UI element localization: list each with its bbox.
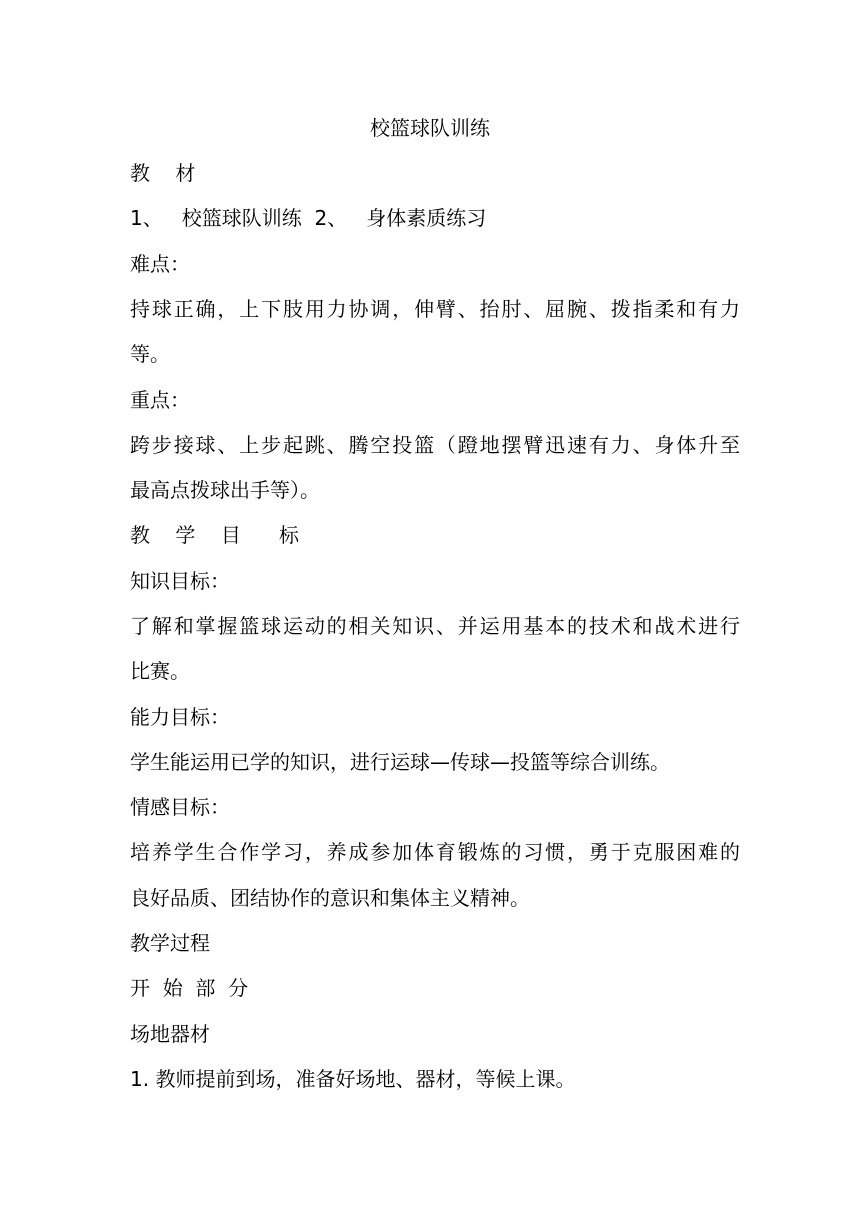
key-points-text-line-1: 跨步接球、上步起跳、腾空投篮（蹬地摆臂迅速有力、身体升至 xyxy=(130,433,740,457)
emotional-objective-text-line-2: 良好品质、团结协作的意识和集体主义精神。 xyxy=(130,886,530,910)
ability-objective-heading: 能力目标： xyxy=(130,705,230,729)
materials-list: 1、 校篮球队训练 2、 身体素质练习 xyxy=(130,206,487,230)
venue-equipment-heading: 场地器材 xyxy=(130,1022,210,1046)
section-heading-objectives: 教 学 目 标 xyxy=(130,523,300,547)
difficulty-heading: 难点： xyxy=(130,252,190,276)
ability-objective-text: 学生能运用已学的知识，进行运球—传球—投篮等综合训练。 xyxy=(130,750,670,774)
opening-section-heading: 开 始 部 分 xyxy=(130,976,249,1000)
key-points-heading: 重点： xyxy=(130,388,190,412)
teaching-process-heading: 教学过程 xyxy=(130,931,210,955)
process-step-1: 1. 教师提前到场，准备好场地、器材，等候上课。 xyxy=(130,1067,576,1091)
difficulty-text-line-2: 等。 xyxy=(130,342,170,366)
knowledge-objective-text-line-2: 比赛。 xyxy=(130,659,190,683)
document-title: 校篮球队训练 xyxy=(370,116,490,140)
emotional-objective-text-line-1: 培养学生合作学习，养成参加体育锻炼的习惯，勇于克服困难的 xyxy=(130,840,740,864)
knowledge-objective-text-line-1: 了解和掌握篮球运动的相关知识、并运用基本的技术和战术进行 xyxy=(130,614,740,638)
difficulty-text-line-1: 持球正确，上下肢用力协调，伸臂、抬肘、屈腕、拨指柔和有力 xyxy=(130,297,740,321)
key-points-text-line-2: 最高点拨球出手等）。 xyxy=(130,478,320,502)
emotional-objective-heading: 情感目标： xyxy=(130,795,230,819)
section-heading-materials: 教 材 xyxy=(130,161,196,185)
knowledge-objective-heading: 知识目标： xyxy=(130,569,230,593)
